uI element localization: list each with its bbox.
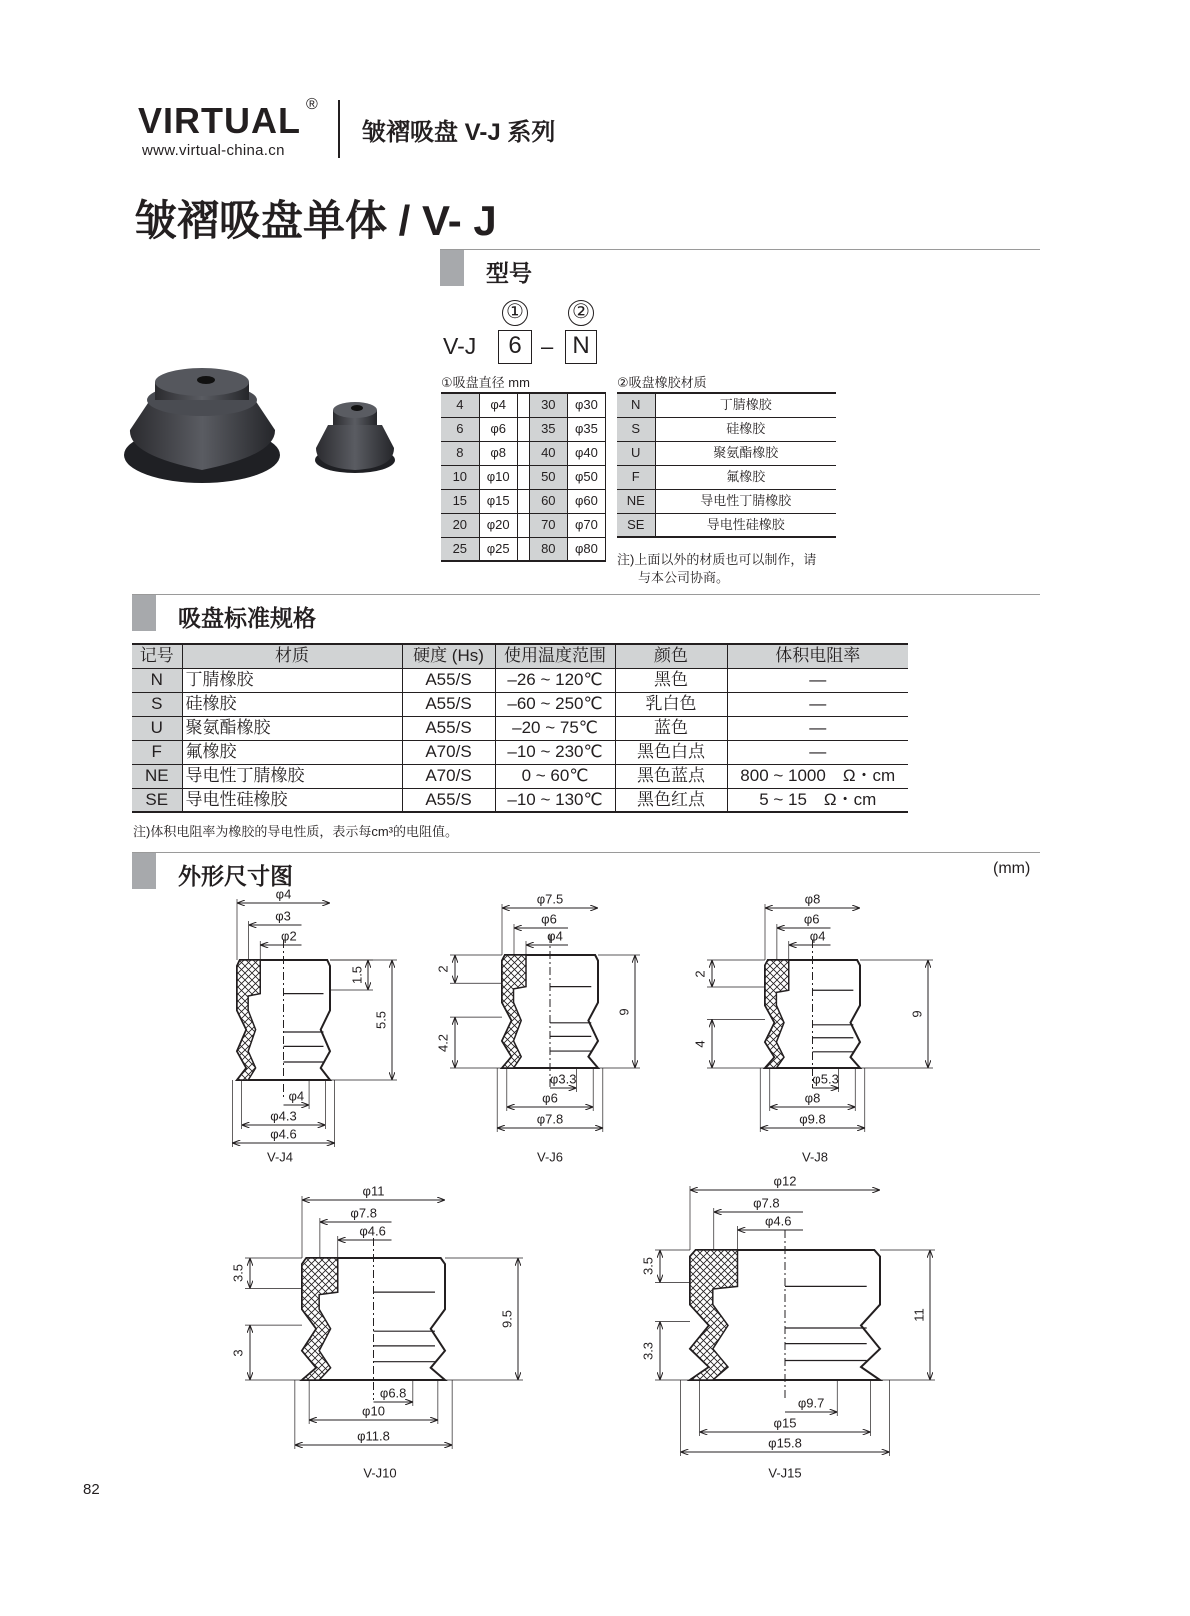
material-name: 导电性硅橡胶 [655,513,836,537]
drawing-caption: V-J15 [768,1465,802,1481]
dimension-label: φ3.3 [549,1071,577,1087]
material-name: 聚氨酯橡胶 [655,441,836,465]
diameter-code: 50 [529,465,567,489]
material-code: F [617,465,655,489]
specs-cell: –60 ~ 250℃ [495,692,615,716]
dimension-label: φ3 [275,908,291,924]
diameter-value: φ8 [479,441,517,465]
page-title: 皱褶吸盘单体 / V- J [135,197,497,244]
material-name: 导电性丁腈橡胶 [655,489,836,513]
diameter-code: 40 [529,441,567,465]
diameter-code: 25 [441,537,479,561]
material-name: 丁腈橡胶 [655,393,836,417]
material-note-2: 与本公司协商。 [638,570,730,585]
diameter-code: 10 [441,465,479,489]
drawing-caption: V-J4 [266,1149,294,1165]
website-url: www.virtual-china.cn [142,142,285,159]
specs-cell: N [132,668,182,692]
diameter-caption: ①吸盘直径 mm [441,375,530,390]
column-header: 材质 [182,644,402,668]
dimension-label: 11 [911,1308,927,1322]
diameter-value: φ20 [479,513,517,537]
specs-cell: 黑色 [615,668,727,692]
specs-cell: S [132,692,182,716]
specs-cell: –10 ~ 130℃ [495,788,615,812]
dimension-label: φ8 [804,891,821,907]
specs-cell: –26 ~ 120℃ [495,668,615,692]
specs-cell: 黑色白点 [615,740,727,764]
material-caption: ②吸盘橡胶材质 [617,375,707,390]
dimension-label: 2 [692,969,708,978]
specs-cell: 氟橡胶 [182,740,402,764]
specs-cell: –10 ~ 230℃ [495,740,615,764]
dimension-label: 9 [909,1010,925,1018]
dimension-label: φ8 [804,1090,821,1106]
specs-cell: 硅橡胶 [182,692,402,716]
dimension-label: φ4 [809,928,826,944]
series-title: 皱褶吸盘 V-J 系列 [362,119,556,146]
dimension-label: 9.5 [499,1309,515,1329]
specs-cell: — [727,668,908,692]
model-code-material: N [565,330,597,364]
diameter-code: 8 [441,441,479,465]
material-note-1: 注)上面以外的材质也可以制作，请 [617,552,817,567]
dimension-label: φ7.8 [536,1111,564,1127]
diameter-value: φ80 [567,537,605,561]
diameter-code: 60 [529,489,567,513]
specs-cell: 0 ~ 60℃ [495,764,615,788]
specs-cell: F [132,740,182,764]
dimension-label: 2 [435,965,451,973]
diameter-value: φ15 [479,489,517,513]
specs-cell: A70/S [402,740,495,764]
specs-cell: NE [132,764,182,788]
diameter-code: 30 [529,393,567,417]
specs-cell: 蓝色 [615,716,727,740]
diameter-code: 6 [441,417,479,441]
column-header: 记号 [132,644,182,668]
diameter-code: 35 [529,417,567,441]
specs-cell: 5 ~ 15 Ω・cm [727,788,908,812]
dimension-label: 1.5 [349,965,365,985]
dimension-label: φ9.7 [797,1395,825,1411]
material-code: NE [617,489,655,513]
diameter-code: 20 [441,513,479,537]
specs-cell: 800 ~ 1000 Ω・cm [727,764,908,788]
material-code: U [617,441,655,465]
section-title-model: 型号 [486,260,532,286]
specs-cell: 乳白色 [615,692,727,716]
material-code: S [617,417,655,441]
dimension-label: 3.5 [230,1264,246,1283]
diameter-value: φ60 [567,489,605,513]
diameter-value: φ30 [567,393,605,417]
dimension-label: 3 [230,1348,246,1357]
marker-1: ① [502,300,528,326]
material-code: SE [617,513,655,537]
specs-cell: 黑色蓝点 [615,764,727,788]
dimension-label: 3.3 [640,1341,656,1360]
page-number: 82 [83,1481,100,1498]
specs-cell: U [132,716,182,740]
dimension-label: 4.2 [435,1033,451,1052]
dimension-label: φ7.8 [753,1195,780,1211]
column-header: 硬度 (Hs) [402,644,495,668]
marker-2: ② [568,300,594,326]
diameter-code: 4 [441,393,479,417]
specs-cell: 丁腈橡胶 [182,668,402,692]
dimension-label: φ4 [547,928,563,944]
dimension-label: φ5.3 [812,1071,839,1087]
unit-label: (mm) [993,860,1031,877]
model-code-diameter: 6 [498,330,532,364]
dimension-label: φ6 [541,911,557,927]
dimension-label: φ6.8 [379,1385,407,1401]
diameter-code: 80 [529,537,567,561]
dimension-label: 9 [616,1007,632,1016]
diameter-code: 70 [529,513,567,537]
diameter-value: φ25 [479,537,517,561]
dimension-label: 5.5 [373,1010,389,1030]
dimension-label: φ10 [362,1403,385,1419]
section-title-drawings: 外形尺寸图 [178,863,293,889]
specs-note: 注)体积电阻率为橡胶的导电性质，表示每cm³的电阻值。 [133,824,458,839]
specs-cell: — [727,692,908,716]
specs-cell: A55/S [402,716,495,740]
diameter-value: φ70 [567,513,605,537]
specs-cell: A55/S [402,692,495,716]
section-title-specs: 吸盘标准规格 [178,605,316,631]
diameter-value: φ50 [567,465,605,489]
specs-cell: –20 ~ 75℃ [495,716,615,740]
drawing-caption: V-J8 [801,1149,829,1165]
dimension-label: φ7.5 [536,891,564,907]
dimension-label: φ7.8 [350,1205,377,1221]
specs-cell: A55/S [402,668,495,692]
diameter-value: φ10 [479,465,517,489]
dimension-label: φ15.8 [768,1435,802,1451]
column-header: 颜色 [615,644,727,668]
material-name: 硅橡胶 [655,417,836,441]
dimension-label: φ4.3 [270,1108,297,1124]
model-prefix: V-J [443,333,477,359]
specs-cell: — [727,740,908,764]
dimension-label: φ4.6 [764,1213,792,1229]
dimension-label: φ12 [773,1173,797,1189]
column-header: 体积电阻率 [727,644,908,668]
specs-cell: A70/S [402,764,495,788]
diameter-value: φ35 [567,417,605,441]
specs-cell: SE [132,788,182,812]
dimension-label: φ6 [803,911,820,927]
specs-cell: 导电性丁腈橡胶 [182,764,402,788]
dimension-label: 3.5 [640,1257,656,1276]
dimension-label: φ2 [281,928,297,944]
dimension-label: φ9.8 [799,1111,826,1127]
dimension-label: φ11 [362,1183,385,1199]
drawing-caption: V-J6 [536,1149,564,1165]
model-dash: – [541,334,554,359]
diameter-value: φ40 [567,441,605,465]
drawing-caption: V-J10 [363,1465,397,1481]
specs-cell: 聚氨酯橡胶 [182,716,402,740]
dimension-label: φ6 [542,1090,558,1106]
registered-mark: ® [306,96,318,113]
dimension-label: φ4 [288,1088,305,1104]
specs-cell: — [727,716,908,740]
specs-cell: A55/S [402,788,495,812]
brand-logo: VIRTUAL [138,100,301,141]
diameter-value: φ6 [479,417,517,441]
diameter-value: φ4 [479,393,517,417]
diameter-code: 15 [441,489,479,513]
specs-cell: 导电性硅橡胶 [182,788,402,812]
dimension-label: φ4.6 [270,1126,297,1142]
dimension-label: φ15 [773,1415,797,1431]
dimension-label: φ4.6 [359,1223,386,1239]
dimension-label: φ11.8 [357,1428,390,1444]
dimension-label: φ4 [275,886,292,902]
column-header: 使用温度范围 [495,644,615,668]
material-name: 氟橡胶 [655,465,836,489]
dimension-label: 4 [692,1040,708,1048]
specs-cell: 黑色红点 [615,788,727,812]
material-code: N [617,393,655,417]
